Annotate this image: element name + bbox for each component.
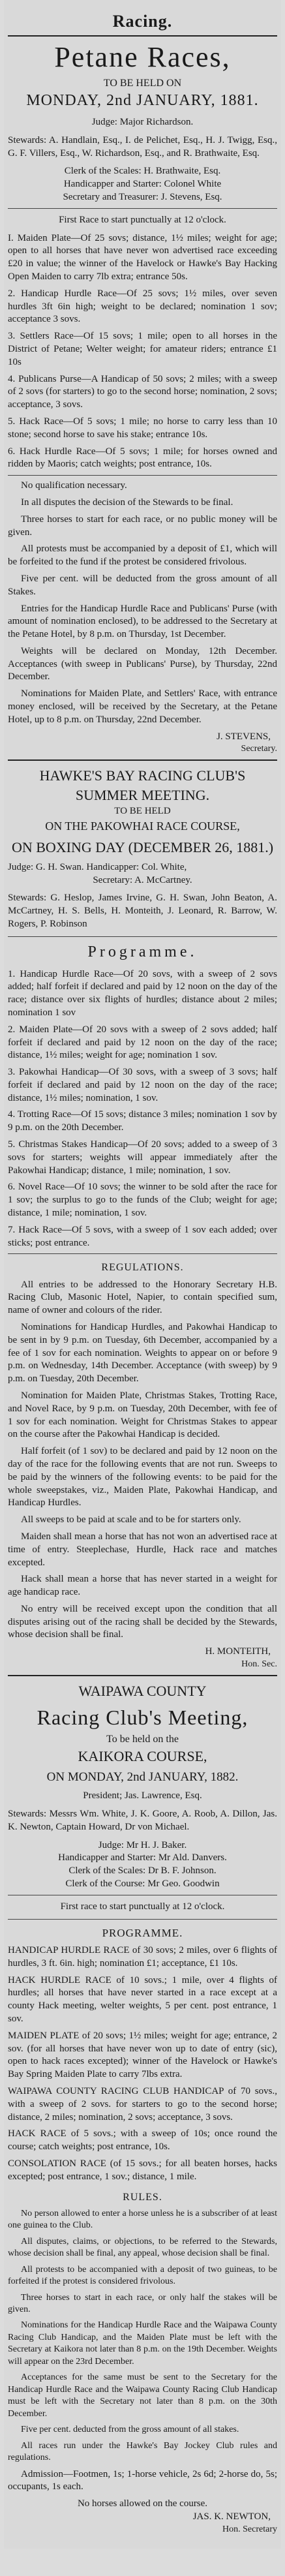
list-item: All sweeps to be paid at scale and to be for starters only. — [21, 1514, 241, 1526]
list-item: CONSOLATION RACE (of 15 sovs.; for all beaten horses, hacks excepted; post entrance, 1 sov.; distance, 1 mile. — [8, 2158, 277, 2182]
list-item: 3. Pakowhai Handicap—Of 30 sovs, with a sweep of 3 sovs; half forfeit if declared and paid by 12 noon on the day of the race; distance, 1½ miles; nomination, 1 sov. — [8, 1067, 277, 1103]
list-item: MAIDEN PLATE of 20 sovs; 1½ miles; weight for age; entrance, 2 sov. (for all horses that have never won up to date of entry (sic), open to hack races excepted); winner of the Havelock or Hawke's Bay Spring Maiden Plate to carry 7lbs extra. — [8, 2030, 277, 2080]
divider — [8, 936, 277, 937]
list-item: All protests to be accompanied with a deposit of two guineas, to be forfeited if the protest is considered frivolous. — [8, 2264, 277, 2287]
list-item: Weights will be declared on Monday, 12th December. Acceptances (with sweep in Publicans' Purse), by Thursday, 22nd December. — [8, 645, 277, 682]
list-item: 7. Hack Race—Of 5 sovs, with a sweep of 1 sov each added; over sticks; post entrance. — [8, 1224, 277, 1248]
petane-event-list — [8, 232, 277, 472]
waipawa-title: Racing Club's Meeting, — [37, 1706, 248, 1730]
list-item: No person allowed to enter a horse unless he is a subscriber of at least one guinea to the Club. — [8, 2208, 277, 2231]
divider — [8, 35, 277, 37]
list-item: HACK RACE of 5 sovs.; with a sweep of 10s; once round the course; catch weights; post entrance, 10s. — [8, 2128, 277, 2153]
petane-secretary: Secretary and Treasurer: J. Stevens, Esq. — [63, 191, 222, 202]
petane-date: MONDAY, 2nd JANUARY, 1881. — [26, 92, 259, 109]
waipawa-course: KAIKORA COURSE, — [78, 1748, 207, 1765]
list-item: HACK HURDLE RACE of 10 sovs.; 1 mile, over 4 flights of hurdles; all horses that have never started in a race except at a county Hack meeting, welter weights, 5 per cent. post entrance, 1 sov. — [8, 1974, 277, 2025]
waipawa-judge: Judge: Mr H. J. Baker. — [98, 1839, 187, 1850]
list-item: WAIPAWA COUNTY RACING CLUB HANDICAP of 70 sovs., with a sweep of 2 sovs. for starters to go to the second horse; distance, 2 miles; nomination, 2 sovs; acceptance, 3 sovs. — [8, 2086, 277, 2123]
list-item: 1. Handicap Hurdle Race—Of 20 sovs, with a sweep of 2 sovs added; half forfeit if declared and paid by 12 noon on the day of the race; distance over six flights of hurdles; distance about 2 miles; nomination 1 sov — [8, 968, 277, 1018]
waipawa-event-list — [8, 1944, 277, 2184]
list-item: I. Maiden Plate—Of 25 sovs; distance, 1½ miles; weight for age; open to all horses that have never won advertised race exceeding £20 in value; the winner of the Havelock or Hawke's Bay Hacking Open Maiden to carry 7lb extra; entrance 50s. — [8, 232, 277, 282]
hawkes-race-day: ON BOXING DAY (DECEMBER 26, 1881.) — [11, 838, 274, 855]
waipawa-advert — [8, 1681, 277, 2536]
waipawa-signature: JAS. K. NEWTON, — [192, 2511, 271, 2522]
list-item: 6. Hack Hurdle Race—Of 5 sovs; 1 mile; for horses owned and ridden by Maoris; catch weights; post entrance, 10s. — [8, 446, 277, 470]
section-header-racing: Racing. — [112, 12, 173, 31]
waipawa-rules-label: RULES. — [123, 2191, 162, 2203]
waipawa-date: ON MONDAY, 2nd JANUARY, 1882. — [46, 1770, 239, 1785]
petane-title: Petane Races, — [54, 41, 231, 73]
list-item: No qualification necessary. — [21, 480, 127, 491]
hawkes-event-list — [8, 968, 277, 1250]
hawkes-heading — [8, 766, 277, 834]
list-item: Nominations for the Handicap Hurdle Race and the Waipawa County Racing Club Handicap, and the Maiden Plate must be left with the Secretary at Kaikora not later than 8 p.m. on the 19th December. Weights will appear on the 23rd December. — [8, 2320, 277, 2367]
hawkes-head-line-2: SUMMER MEETING. — [75, 786, 210, 803]
divider — [8, 1919, 277, 1920]
waipawa-rules — [8, 2208, 277, 2464]
list-item: Nominations for Maiden Plate, and Settlers' Race, with entrance money enclosed, will be received by the Secretary, at the Petane Hotel, up to 8 p.m. on Thursday, 22nd December. — [8, 688, 277, 725]
list-item: 2. Maiden Plate—Of 20 sovs with a sweep of 2 sovs added; half forfeit if declared and paid by 12 noon on the day of the race; distance, 1½ miles; weight for age; nomination 1 sov. — [8, 1024, 277, 1061]
hawkes-judge: Judge: G. H. Swan. Handicapper: Col. White, — [8, 861, 187, 872]
list-item: Maiden shall mean a horse that has not won an advertised race at time of entry. Steeplechase, Hurdle, Hack race and matches excepted. — [8, 1531, 277, 1568]
waipawa-to-be-held: To be held on the — [106, 1734, 179, 1745]
list-item: 2. Handicap Hurdle Race—Of 25 sovs; 1½ miles, over seven hurdles 3ft 6in high; weight to be declared; nomination 1 sov; acceptance 3 sovs. — [8, 288, 277, 325]
hawkes-regulations-label: REGULATIONS. — [101, 1262, 184, 1274]
waipawa-clerk-course: Clerk of the Course: Mr Geo. Goodwin — [65, 1878, 220, 1890]
waipawa-clerk-scales: Clerk of the Scales: Dr B. F. Johnson. — [68, 1865, 217, 1877]
petane-judge: Judge: Major Richardson. — [91, 117, 194, 127]
waipawa-president: President; Jas. Lawrence, Esq. — [83, 1790, 202, 1802]
waipawa-stewards: Stewards: Messrs Wm. White, J. K. Goore, A. Roob, A. Dillon, Jas. K. Newton, Captain Howard, Dr von Michael. — [8, 1809, 277, 1832]
waipawa-first-race: First race to start punctually at 12 o'clock. — [60, 1901, 225, 1912]
list-item: Nomination for Maiden Plate, Christmas Stakes, Trotting Race, and Novel Race, by 9 p.m. on Tuesday, 20th December, with fee of 1 sov for each nomination. Weight for Christmas Stakes to appear on the course after the Pakowhai Handicap is decided. — [8, 1390, 277, 1440]
list-item: Hack shall mean a horse that has never started in a weight for age handicap race. — [8, 1574, 277, 1598]
list-item: Nominations for Handicap Hurdles, and Pakowhai Handicap to be sent in by 9 p.m. on Tuesday, 6th December, accompanied by a fee of 1 sov for each nomination. Weights to appear on or before 9 p.m. on Wednesday, 14th December. Acceptance (with sweep) by 9 p.m. on Tuesday, 20th December. — [8, 1321, 277, 1385]
list-item: Five per cent. deducted from the gross amount of all stakes. — [21, 2425, 239, 2435]
list-item: Acceptances for the same must be sent to the Secretary for the Handicap Hurdle Race and the Waipawa County Racing Club Handicap must be left with the Secretary not later than 8 p.m. on the 30th December. — [8, 2372, 277, 2419]
hawkes-bay-advert — [8, 766, 277, 1671]
list-item: HANDICAP HURDLE RACE of 30 sovs; 2 miles, over 6 flights of hurdles, 3 ft. 6in. high; nomination £1; acceptance, £1 10s. — [8, 1945, 277, 1969]
list-item: Entries for the Handicap Hurdle Race and Publicans' Purse (with amount of nomination enclosed), to be addressed to the Secretary at the Petane Hotel, by 8 p.m. on Thursday, 1st December. — [8, 603, 277, 640]
newspaper-page — [4, 0, 281, 2549]
petane-signature: J. STEVENS, — [217, 731, 271, 742]
hawkes-regulations — [8, 1279, 277, 1642]
list-item: 5. Christmas Stakes Handicap—Of 20 sovs; added to a sweep of 3 sovs for starters; weights will appear immediately after the Pakowhai Handicap; distance, 1 mile; nomination, 1 sov. — [8, 1139, 277, 1176]
petane-stewards: Stewards: A. Handlain, Esq., I. de Pelichet, Esq., H. J. Twigg, Esq., G. F. Villers, Esq., W. Richardson, Esq., and R. Brathwaite, Esq. — [8, 134, 277, 159]
petane-conditions — [8, 480, 277, 727]
hawkes-head-line-1: HAWKE'S BAY RACING CLUB'S — [39, 767, 246, 784]
divider — [8, 208, 277, 209]
list-item: Three horses to start in each race, or only half the stakes will be given. — [8, 2292, 277, 2314]
list-item: 5. Hack Race—Of 5 sovs; 1 mile; no horse to carry less than 10 stone; second horse to save his stake; entrance 10s. — [8, 416, 277, 440]
list-item: All races run under the Hawke's Bay Jockey Club rules and regulations. — [8, 2440, 277, 2463]
list-item: All entries to be addressed to the Honorary Secretary H.B. Racing Club, Masonic Hotel, Napier, to contain specified sum, name of owner and colours of the rider. — [8, 1279, 277, 1316]
divider — [8, 1253, 277, 1254]
hawkes-signature: H. MONTEITH, — [205, 1646, 271, 1657]
hawkes-programme-label: Programme. — [87, 943, 198, 960]
petane-advert — [8, 40, 277, 756]
waipawa-admission: Admission—Footmen, 1s; 1-horse vehicle, 2s 6d; 2-horse do, 5s; occupants, 1s each. — [8, 2468, 277, 2492]
list-item: In all disputes the decision of the Stewards to be final. — [21, 497, 233, 508]
list-item: Half forfeit (of 1 sov) to be declared and paid by 12 noon on the day of the race for the following events that are not run. Sweeps to be paid by the winners of the following events: to be paid for the whole sweepstakes, viz., Maiden Plate, Pakowhai Handicap, and Handicap Hurdles. — [8, 1446, 277, 1509]
hawkes-head-line-4: ON THE PAKOWHAI RACE COURSE, — [45, 819, 240, 833]
waipawa-signature-title: Hon. Secretary — [222, 2524, 277, 2534]
divider — [8, 1675, 277, 1676]
waipawa-county: WAIPAWA COUNTY — [78, 1682, 207, 1699]
list-item: 4. Trotting Race—Of 15 sovs; distance 3 miles; nomination 1 sov by 9 p.m. on the 20th December. — [8, 1109, 277, 1133]
petane-clerk: Clerk of the Scales: H. Brathwaite, Esq. — [64, 166, 221, 177]
divider — [8, 475, 277, 476]
list-item: Five per cent. will be deducted from the gross amount of all Stakes. — [8, 573, 277, 597]
petane-handicapper: Handicapper and Starter: Colonel White — [63, 179, 222, 190]
divider — [8, 759, 277, 761]
list-item: 4. Publicans Purse—A Handicap of 50 sovs; 2 miles; with a sweep of 2 sovs (for starters) to go to the second horse; nomination, 2 sovs; acceptance, 3 sovs. — [8, 373, 277, 410]
hawkes-signature-title: Hon. Sec. — [241, 1659, 277, 1670]
petane-to-be-held: TO BE HELD ON — [103, 78, 182, 89]
list-item: Three horses to start for each race, or no public money will be given. — [8, 514, 277, 538]
list-item: All disputes, claims, or objections, to be referred to the Stewards, whose decision shall be final, any appeal, whose decision shall be final. — [8, 2236, 277, 2259]
list-item: All protests must be accompanied by a deposit of £1, which will be forfeited to the fund if the protest be considered frivolous. — [8, 544, 277, 568]
waipawa-no-horses: No horses allowed on the course. — [77, 2498, 208, 2509]
hawkes-stewards: Stewards: G. Heslop, James Irvine, G. H. Swan, John Beaton, A. McCartney, H. S. Bells, H. Monteith, J. Leonard, R. Barrow, W. Rogers, P. Robinson — [8, 893, 277, 930]
waipawa-handicapper: Handicapper and Starter: Mr Ald. Danvers. — [58, 1852, 227, 1863]
waipawa-programme-label: PROGRAMME. — [102, 1926, 183, 1939]
hawkes-secretary: Secretary: A. McCartney. — [93, 874, 192, 885]
list-item: 3. Settlers Race—Of 15 sovs; 1 mile; open to all horses in the District of Petane; Welter weight; for amateur riders; entrance £1 10s — [8, 331, 277, 367]
list-item: 6. Novel Race—Of 10 sovs; the winner to be sold after the race for 1 sov; the surplus to go to the funds of the Club; weight for age; distance, 1 mile; nomination, 1 sov. — [8, 1182, 277, 1219]
petane-first-race: First Race to start punctually at 12 o'clock. — [59, 214, 226, 225]
list-item: No entry will be received except upon the condition that all disputes arising out of the racing shall be decided by the Stewards, whose decision shall be final. — [8, 1603, 277, 1640]
petane-signature-title: Secretary. — [241, 744, 277, 754]
hawkes-head-line-3: TO BE HELD — [114, 806, 171, 817]
